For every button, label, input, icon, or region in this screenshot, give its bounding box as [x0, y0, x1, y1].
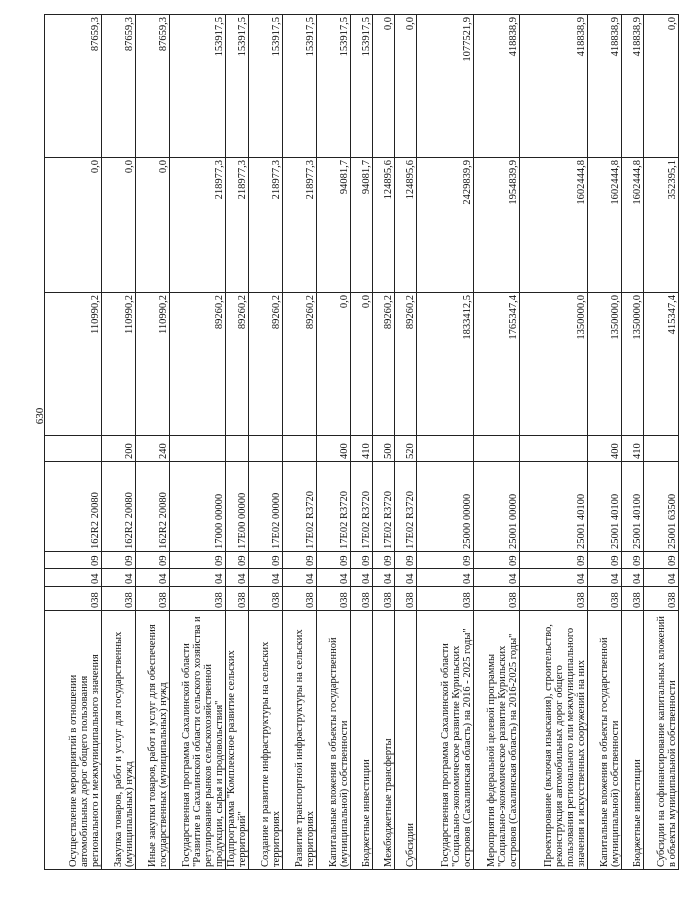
expense-type-code	[226, 436, 249, 462]
subsection-code: 09	[351, 552, 373, 569]
target-article-code: 25001 40100	[588, 462, 622, 552]
target-article-code: 25001 40100	[520, 462, 588, 552]
amount-year-2: 218977,3	[170, 158, 226, 293]
ministry-code: 038	[317, 587, 351, 611]
amount-year-1: 89260,2	[249, 293, 283, 436]
section-code: 04	[351, 569, 373, 587]
ministry-code: 038	[102, 587, 136, 611]
amount-year-3: 418838,9	[520, 15, 588, 158]
subsection-code: 09	[226, 552, 249, 569]
table-row	[317, 15, 351, 870]
ministry-code: 038	[588, 587, 622, 611]
table-row	[136, 15, 170, 870]
ministry-code: 038	[395, 587, 417, 611]
page-number: 630	[34, 407, 46, 425]
amount-year-3: 153917,5	[317, 15, 351, 158]
subsection-code: 09	[136, 552, 170, 569]
table-row	[351, 15, 373, 870]
amount-year-3: 0,0	[395, 15, 417, 158]
ministry-code: 038	[520, 587, 588, 611]
target-article-code: 17000 00000	[170, 462, 226, 552]
amount-year-2: 94081,7	[317, 158, 351, 293]
target-article-code: 25001 40100	[622, 462, 644, 552]
expense-type-code: 240	[136, 436, 170, 462]
row-name: Бюджетные инвестиции	[351, 611, 373, 870]
amount-year-3: 418838,9	[622, 15, 644, 158]
table-row	[283, 15, 317, 870]
row-name: Капитальные вложения в объекты государственной (муниципальной) собственности	[588, 611, 622, 870]
subsection-code: 09	[520, 552, 588, 569]
row-name: Государственная программа Сахалинской области "Социально-экономическое развитие Курильских островов (Сахалинская область) на 2016 - 2025 годы"	[417, 611, 474, 870]
table-row	[644, 15, 679, 870]
table-row	[588, 15, 622, 870]
target-article-code: 17Е02 R3720	[395, 462, 417, 552]
amount-year-2: 124895,6	[395, 158, 417, 293]
subsection-code: 09	[102, 552, 136, 569]
table-row	[102, 15, 136, 870]
amount-year-2: 218977,3	[283, 158, 317, 293]
amount-year-3: 418838,9	[474, 15, 520, 158]
table-row	[249, 15, 283, 870]
ministry-code: 038	[136, 587, 170, 611]
row-name: Субсидии	[395, 611, 417, 870]
subsection-code: 09	[588, 552, 622, 569]
subsection-code: 09	[644, 552, 679, 569]
amount-year-2: 1954839,9	[474, 158, 520, 293]
section-code: 04	[102, 569, 136, 587]
subsection-code: 09	[170, 552, 226, 569]
subsection-code: 09	[249, 552, 283, 569]
row-name: Создание и развитие инфраструктуры на сельских территориях	[249, 611, 283, 870]
ministry-code: 038	[226, 587, 249, 611]
amount-year-2: 218977,3	[226, 158, 249, 293]
amount-year-1: 110990,2	[102, 293, 136, 436]
amount-year-1: 0,0	[317, 293, 351, 436]
row-name: Закупка товаров, работ и услуг для государственных (муниципальных) нужд	[102, 611, 136, 870]
target-article-code: 17Е02 R3720	[317, 462, 351, 552]
ministry-code: 038	[373, 587, 395, 611]
subsection-code: 09	[373, 552, 395, 569]
expense-type-code: 400	[588, 436, 622, 462]
section-code: 04	[622, 569, 644, 587]
amount-year-3: 87659,3	[102, 15, 136, 158]
amount-year-2: 352395,1	[644, 158, 679, 293]
row-name: Межбюджетные трансферты	[373, 611, 395, 870]
target-article-code: 17Е02 R3720	[351, 462, 373, 552]
section-code: 04	[395, 569, 417, 587]
amount-year-3: 153917,5	[249, 15, 283, 158]
ministry-code: 038	[283, 587, 317, 611]
amount-year-2: 1602444,8	[622, 158, 644, 293]
target-article-code: 17Е02 R3720	[373, 462, 395, 552]
table-row	[622, 15, 644, 870]
ministry-code: 038	[417, 587, 474, 611]
target-article-code: 162R2 20080	[45, 462, 102, 552]
amount-year-2: 2429839,9	[417, 158, 474, 293]
ministry-code: 038	[351, 587, 373, 611]
amount-year-1: 1350000,0	[622, 293, 644, 436]
subsection-code: 09	[45, 552, 102, 569]
row-name: Проектирование (включая изыскания), строительство, реконструкция автомобильных дорог общего пользования регионального или межмуниципального значения и искусственных сооружений на них	[520, 611, 588, 870]
target-article-code: 162R2 20080	[102, 462, 136, 552]
amount-year-3: 153917,5	[170, 15, 226, 158]
amount-year-1: 110990,2	[136, 293, 170, 436]
amount-year-2: 0,0	[45, 158, 102, 293]
subsection-code: 09	[417, 552, 474, 569]
expense-type-code	[45, 436, 102, 462]
budget-table-rotated	[44, 15, 678, 870]
row-name: Бюджетные инвестиции	[622, 611, 644, 870]
ministry-code: 038	[622, 587, 644, 611]
amount-year-1: 1350000,0	[588, 293, 622, 436]
table-row	[170, 15, 226, 870]
expense-type-code	[417, 436, 474, 462]
amount-year-1: 89260,2	[373, 293, 395, 436]
section-code: 04	[226, 569, 249, 587]
amount-year-2: 1602444,8	[520, 158, 588, 293]
amount-year-3: 1077521,9	[417, 15, 474, 158]
amount-year-2: 124895,6	[373, 158, 395, 293]
amount-year-1: 89260,2	[170, 293, 226, 436]
amount-year-3: 153917,5	[283, 15, 317, 158]
amount-year-3: 0,0	[644, 15, 679, 158]
table-row	[226, 15, 249, 870]
target-article-code: 17Е02 R3720	[283, 462, 317, 552]
amount-year-1: 1765347,4	[474, 293, 520, 436]
ministry-code: 038	[249, 587, 283, 611]
expense-type-code	[249, 436, 283, 462]
amount-year-3: 87659,3	[45, 15, 102, 158]
amount-year-1: 415347,4	[644, 293, 679, 436]
row-name: Государственная программа Сахалинской области "Развитие в Сахалинской области сельского хозяйства и регулирование рынков сельскохозяйственной продукции, сырья и продовольствия"	[170, 611, 226, 870]
expense-type-code	[474, 436, 520, 462]
amount-year-3: 418838,9	[588, 15, 622, 158]
target-article-code: 17Е02 00000	[249, 462, 283, 552]
row-name: Капитальные вложения в объекты государственной (муниципальной) собственности	[317, 611, 351, 870]
section-code: 04	[45, 569, 102, 587]
amount-year-1: 89260,2	[283, 293, 317, 436]
target-article-code: 25001 63500	[644, 462, 679, 552]
table-row	[45, 15, 102, 870]
section-code: 04	[317, 569, 351, 587]
amount-year-3: 87659,3	[136, 15, 170, 158]
table-row	[417, 15, 474, 870]
row-name: Подпрограмма "Комплексное развитие сельских территорий"	[226, 611, 249, 870]
target-article-code: 25001 00000	[474, 462, 520, 552]
budget-table	[44, 14, 679, 870]
amount-year-1: 0,0	[351, 293, 373, 436]
expense-type-code: 400	[317, 436, 351, 462]
expense-type-code	[170, 436, 226, 462]
section-code: 04	[644, 569, 679, 587]
row-name: Иные закупки товаров, работ и услуг для обеспечения государственных (муниципальных) нужд	[136, 611, 170, 870]
amount-year-2: 0,0	[102, 158, 136, 293]
ministry-code: 038	[474, 587, 520, 611]
section-code: 04	[170, 569, 226, 587]
section-code: 04	[417, 569, 474, 587]
section-code: 04	[520, 569, 588, 587]
section-code: 04	[373, 569, 395, 587]
ministry-code: 038	[644, 587, 679, 611]
row-name: Осуществление мероприятий в отношении автомобильных дорог общего пользования регионального и межмуниципального значения	[45, 611, 102, 870]
expense-type-code: 410	[622, 436, 644, 462]
section-code: 04	[249, 569, 283, 587]
table-row	[395, 15, 417, 870]
row-name: Развитие транспортной инфраструктуры на сельских территориях	[283, 611, 317, 870]
row-name: Субсидии на софинансирование капитальных вложений в объекты муниципальной собственности	[644, 611, 679, 870]
row-name: Мероприятия федеральной целевой программы "Социально-экономическое развитие Курильских островов (Сахалинская область) на 2016-2025 годы"	[474, 611, 520, 870]
subsection-code: 09	[622, 552, 644, 569]
expense-type-code: 200	[102, 436, 136, 462]
subsection-code: 09	[317, 552, 351, 569]
subsection-code: 09	[283, 552, 317, 569]
expense-type-code: 520	[395, 436, 417, 462]
amount-year-1: 89260,2	[226, 293, 249, 436]
amount-year-2: 0,0	[136, 158, 170, 293]
amount-year-3: 153917,5	[226, 15, 249, 158]
ministry-code: 038	[170, 587, 226, 611]
target-article-code: 25000 00000	[417, 462, 474, 552]
table-row	[474, 15, 520, 870]
amount-year-2: 218977,3	[249, 158, 283, 293]
table-row	[373, 15, 395, 870]
expense-type-code	[644, 436, 679, 462]
subsection-code: 09	[395, 552, 417, 569]
amount-year-1: 1833412,5	[417, 293, 474, 436]
amount-year-1: 89260,2	[395, 293, 417, 436]
amount-year-3: 153917,5	[351, 15, 373, 158]
expense-type-code	[520, 436, 588, 462]
section-code: 04	[588, 569, 622, 587]
amount-year-1: 1350000,0	[520, 293, 588, 436]
subsection-code: 09	[474, 552, 520, 569]
target-article-code: 162R2 20080	[136, 462, 170, 552]
target-article-code: 17Е00 00000	[226, 462, 249, 552]
section-code: 04	[136, 569, 170, 587]
ministry-code: 038	[45, 587, 102, 611]
amount-year-3: 0,0	[373, 15, 395, 158]
expense-type-code: 500	[373, 436, 395, 462]
expense-type-code: 410	[351, 436, 373, 462]
amount-year-1: 110990,2	[45, 293, 102, 436]
section-code: 04	[283, 569, 317, 587]
section-code: 04	[474, 569, 520, 587]
expense-type-code	[283, 436, 317, 462]
table-row	[520, 15, 588, 870]
amount-year-2: 94081,7	[351, 158, 373, 293]
amount-year-2: 1602444,8	[588, 158, 622, 293]
budget-table-body	[45, 15, 679, 870]
